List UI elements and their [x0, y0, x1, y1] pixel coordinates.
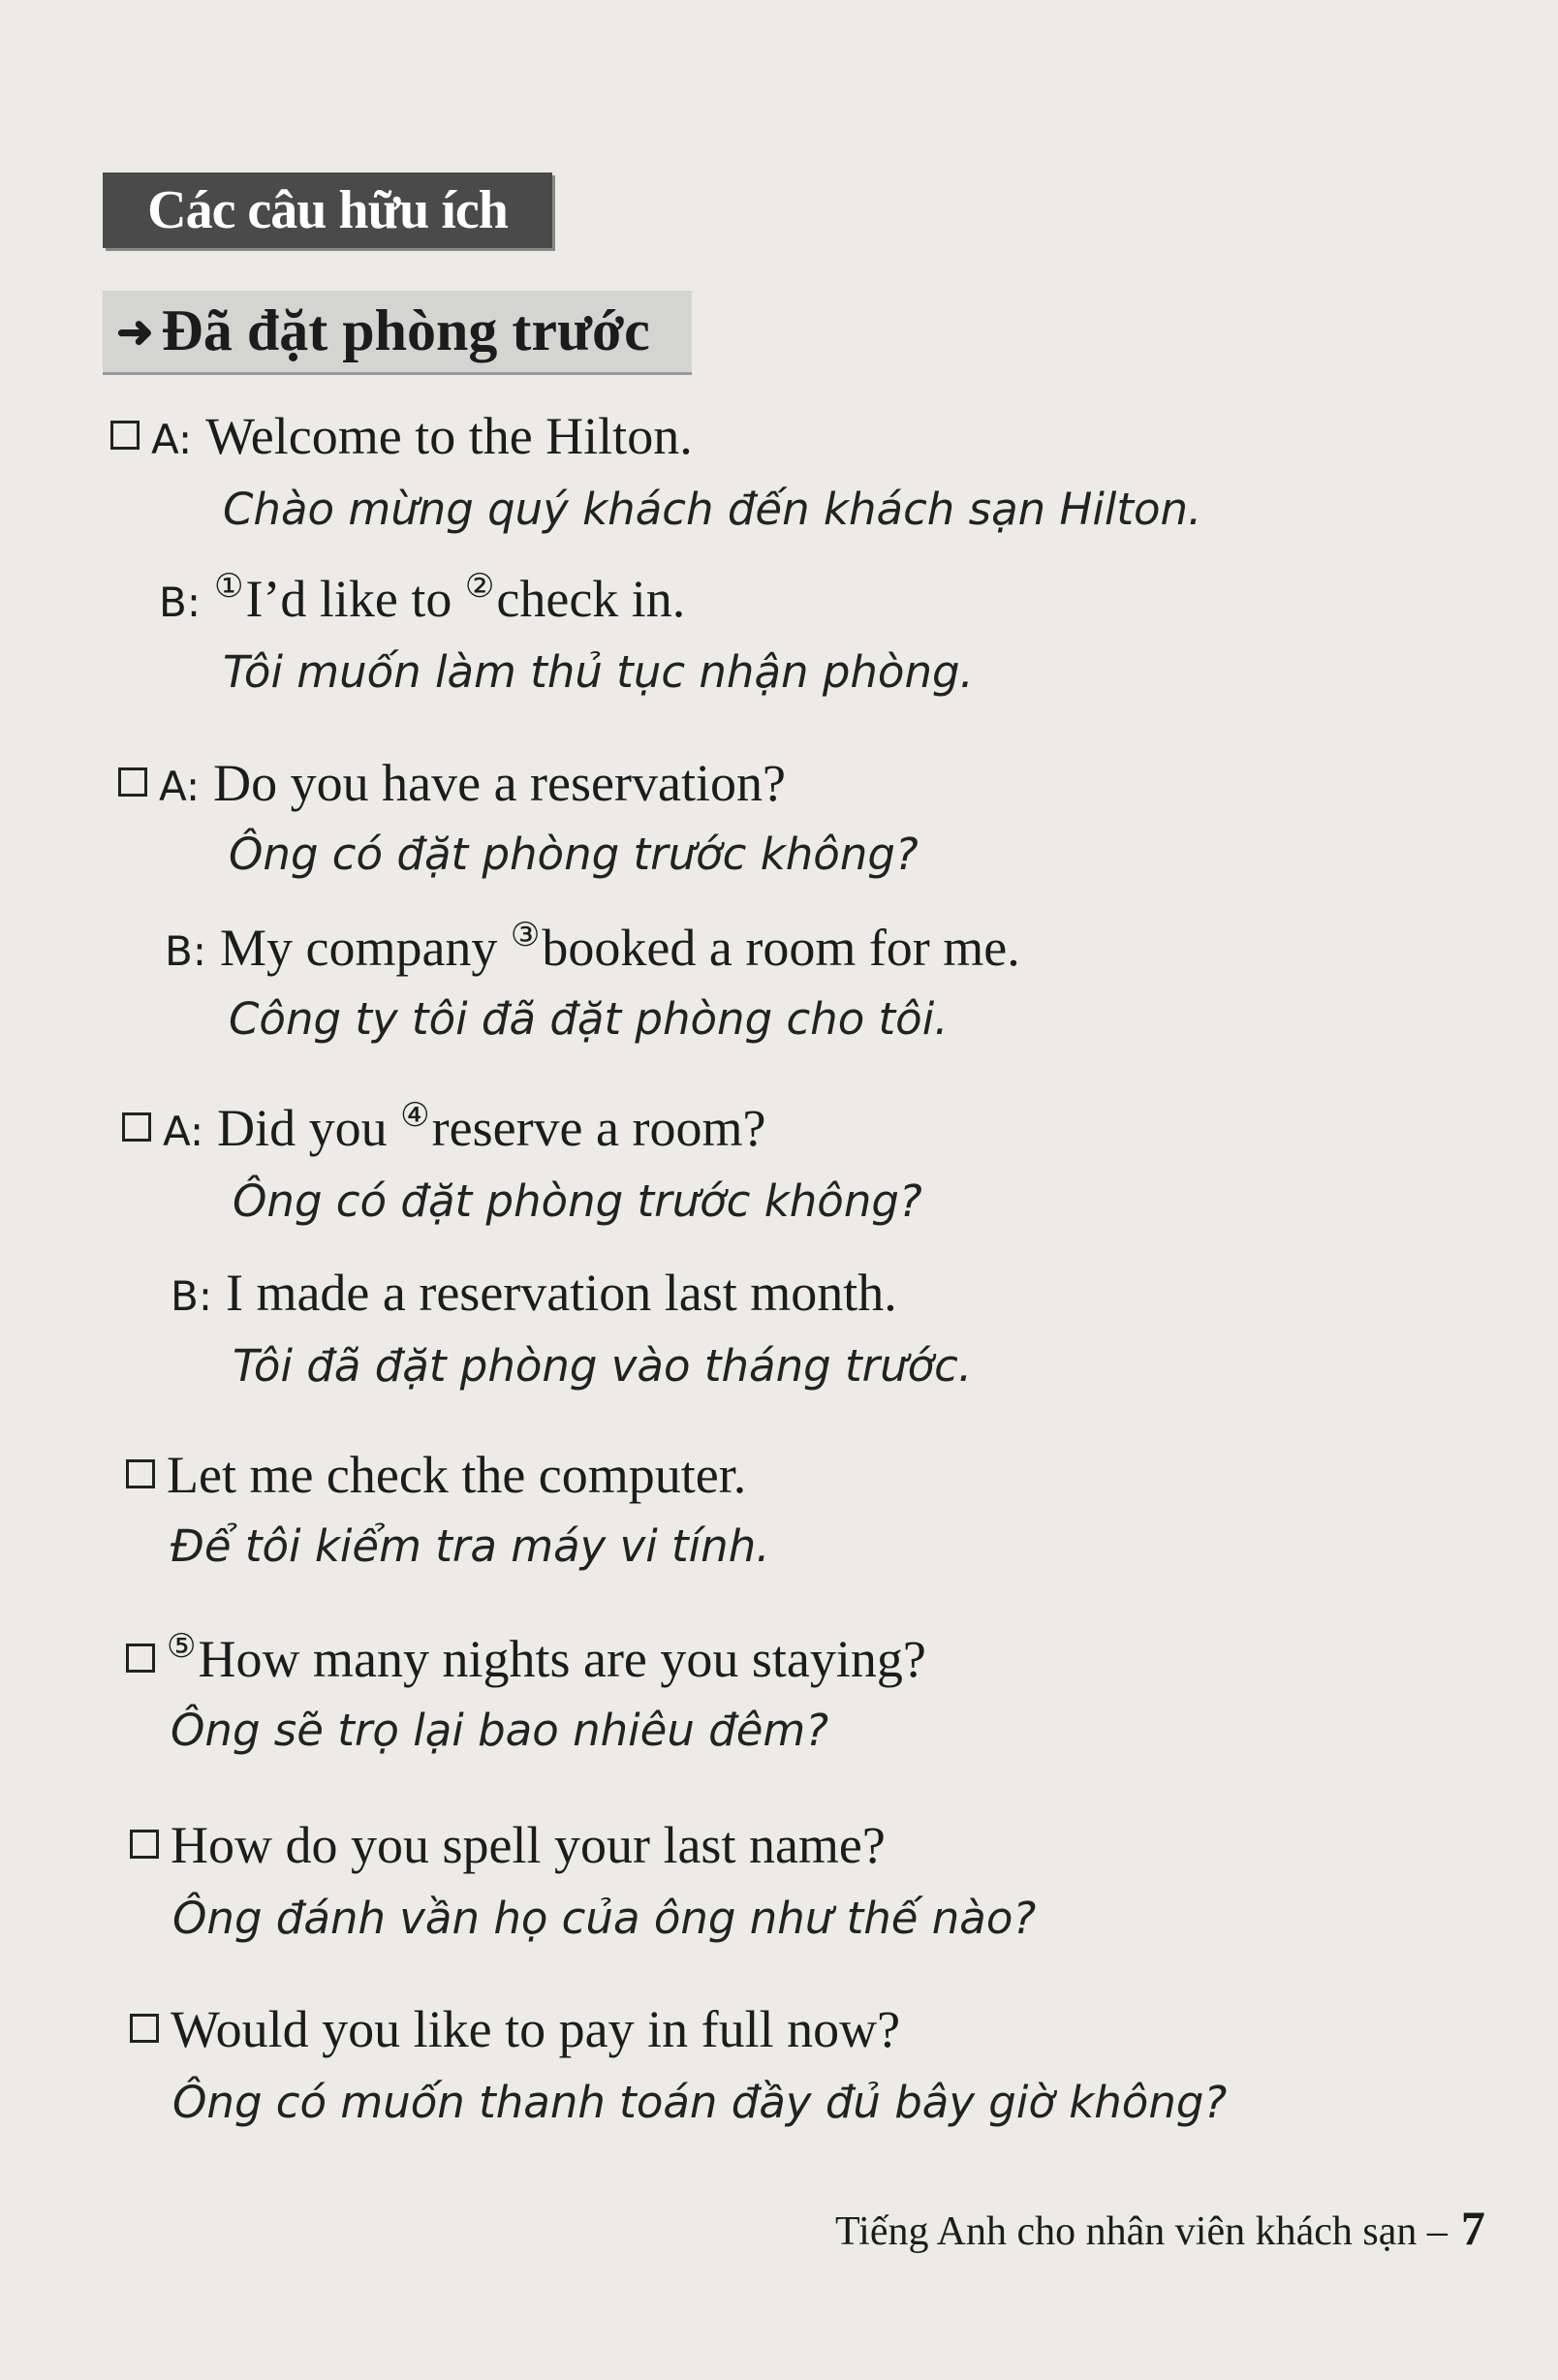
- footnote-marker: ③: [510, 918, 541, 954]
- dialogue-2-b-line: [165, 917, 1020, 983]
- footnote-marker: ②: [464, 569, 495, 605]
- dialogue-1-b-translation: Tôi muốn làm thủ tục nhận phòng.: [223, 646, 974, 698]
- subsection-header: [103, 291, 692, 375]
- speaker-label: B:: [171, 1272, 212, 1320]
- dialogue-text: reserve a room?: [431, 1099, 766, 1157]
- phrase-3-translation: Ông đánh vần họ của ông như thế nào?: [172, 1893, 1037, 1944]
- footnote-marker: ①: [213, 569, 244, 605]
- footnote-marker: ⑤: [167, 1629, 197, 1665]
- right-arrow-icon: ➜: [116, 307, 154, 357]
- phrase-1-translation: Để tôi kiểm tra máy vi tính.: [171, 1520, 770, 1572]
- speaker-label: A:: [159, 763, 201, 810]
- phrase-text: How many nights are you staying?: [198, 1630, 926, 1688]
- checkbox-icon: [126, 1459, 155, 1488]
- phrase-2: [126, 1628, 926, 1690]
- dialogue-3-a-line: [122, 1097, 765, 1163]
- speaker-label: B:: [159, 579, 201, 626]
- dialogue-2-a-line: [118, 752, 786, 818]
- dialogue-text: My company: [219, 919, 511, 977]
- dialogue-3-b-line: [171, 1262, 897, 1328]
- dialogue-3-b-translation: Tôi đã đặt phòng vào tháng trước.: [233, 1340, 973, 1392]
- dialogue-text: I’d like to: [245, 570, 465, 628]
- footnote-marker: ④: [400, 1098, 430, 1134]
- speaker-label: A:: [151, 416, 193, 463]
- checkbox-icon: [118, 767, 147, 797]
- section-title: Các câu hữu ích: [103, 172, 552, 248]
- dialogue-text: I made a reservation last month.: [225, 1264, 897, 1322]
- phrase-text: Let me check the computer.: [167, 1446, 747, 1504]
- checkbox-icon: [130, 1830, 159, 1859]
- checkbox-icon: [110, 421, 140, 450]
- phrase-text: How do you spell your last name?: [171, 1816, 886, 1874]
- phrase-3: [130, 1814, 886, 1876]
- phrase-4: [130, 1998, 900, 2060]
- dialogue-1-a-translation: Chào mừng quý khách đến khách sạn Hilton.: [223, 484, 1202, 535]
- dialogue-text: Do you have a reservation?: [213, 754, 786, 812]
- dialogue-text: Did you: [217, 1099, 401, 1157]
- dialogue-text: booked a room for me.: [542, 919, 1020, 977]
- phrase-2-translation: Ông sẽ trọ lại bao nhiêu đêm?: [171, 1705, 829, 1756]
- dialogue-1-a-line: [110, 405, 693, 471]
- speaker-label: A:: [163, 1108, 204, 1155]
- dialogue-3-a-translation: Ông có đặt phòng trước không?: [233, 1175, 922, 1227]
- page-footer: [835, 2200, 1485, 2256]
- subsection-title: Đã đặt phòng trước: [161, 298, 650, 362]
- checkbox-icon: [122, 1112, 151, 1142]
- speaker-label: B:: [165, 927, 206, 975]
- book-title: Tiếng Anh cho nhân viên khách sạn –: [835, 2209, 1448, 2254]
- dialogue-1-b-line: [159, 568, 685, 634]
- dialogue-2-a-translation: Ông có đặt phòng trước không?: [229, 829, 919, 880]
- phrase-text: Would you like to pay in full now?: [171, 2000, 901, 2058]
- dialogue-2-b-translation: Công ty tôi đã đặt phòng cho tôi.: [229, 993, 949, 1045]
- dialogue-text: check in.: [496, 570, 686, 628]
- dialogue-text: Welcome to the Hilton.: [205, 407, 693, 465]
- page-number: 7: [1460, 2201, 1485, 2255]
- phrase-1: [126, 1444, 746, 1506]
- checkbox-icon: [130, 2014, 159, 2043]
- checkbox-icon: [126, 1644, 155, 1673]
- phrase-4-translation: Ông có muốn thanh toán đầy đủ bây giờ không?: [172, 2077, 1228, 2128]
